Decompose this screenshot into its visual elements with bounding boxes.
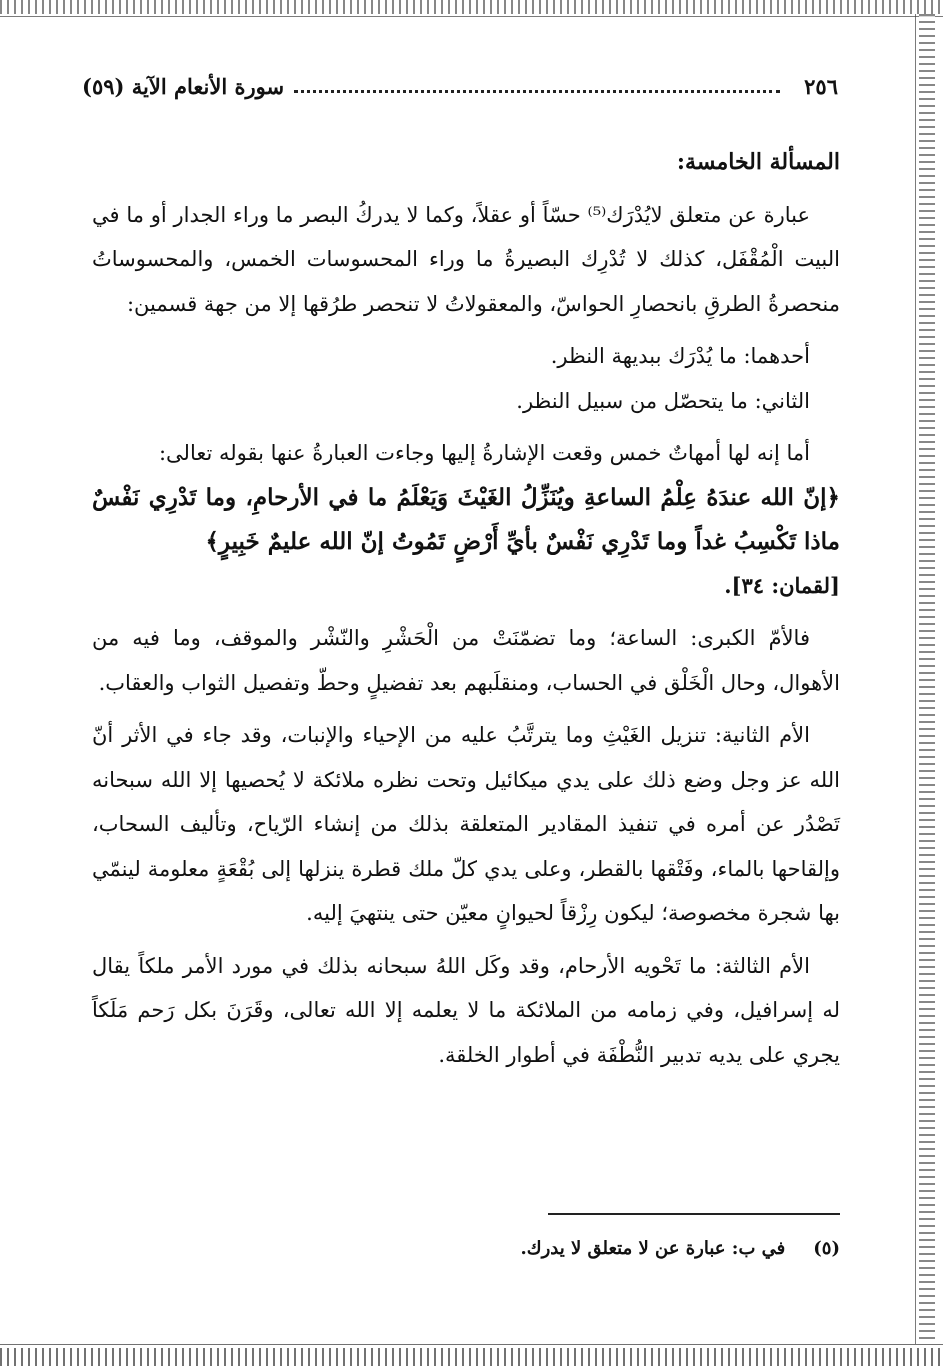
- footnote-text: في ب: عبارة عن لا متعلق لا يدرك.: [520, 1238, 786, 1259]
- paragraph-five-mothers: أما إنه لها أمهاتٌ خمس وقعت الإشارةُ إليها وجاءت العبارةُ عنها بقوله تعالى:: [158, 441, 810, 465]
- page-border-bottom: [0, 1348, 943, 1366]
- paragraph-second-kind: الثاني: ما يتحصّل من سبيل النظر.: [516, 388, 810, 413]
- footnote-separator: [548, 1213, 840, 1215]
- paragraph-first-mother: فالأمّ الكبرى: الساعة؛ وما تضمّنَتْ من الْحَشْرِ والنّشْر والموقف، وما فيه من الأهوال، وحال الْخَلْق في الحساب، ومنقلَبهم بعد تفضيلٍ وحطّ وتفصيل الثواب والعقاب.: [92, 626, 840, 695]
- quran-reference: [لقمان: ٣٤].: [724, 572, 840, 598]
- paragraph-second-mother: الأم الثانية: تنزيل الغَيْثِ وما يترتَّبُ عليه من الإحياء والإنبات، وقد جاء في الأثر أنّ الله عز وجل وضع ذلك على يدي ميكائيل وتحت نظره ملائكة لا يُحصيها إلا الله سبحانه تَصْدُر عن أمره في تنفيذ المقادير المتعلقة بذلك من إنشاء الرّياح، وتأليف السحاب، وإلقاحها بالماء، وفَتْقها بالقطر، وعلى يدي كلّ ملك قطرة ينزلها إلى بُقْعَةٍ معلومة لينمّي بها شجرة مخصوصة؛ ليكون رِزْقاً لحيوانٍ معيّن حتى ينتهيَ إليه.: [92, 723, 840, 925]
- paragraph-third-mother: الأم الثالثة: ما تَحْويه الأرحام، وقد وكَل اللهُ سبحانه بذلك في مورد الأمر ملكاً يقال له إسرافيل، وفي زمامه من الملائكة ما لا يعلمه إلا الله تعالى، وقَرَنَ بكل رَحم مَلَكاً يجري على يديه تدبير النُّطْفَة في أطوار الخلقة.: [92, 953, 840, 1067]
- paragraph-first-kind: أحدهما: ما يُدْرَك ببديهة النظر.: [550, 344, 810, 368]
- page-border-top: [0, 0, 943, 14]
- paragraph-intro: عبارة عن متعلق لايُدْرَك⁽⁵⁾ حسّاً أو عقلاً، وكما لا يدركُ البصر ما وراء الجدار أو ما في البيت الْمُقْفَل، كذلك لا تُدْرِك البصيرةُ ما وراء المحسوسات الخمس، والمحسوساتُ منحصرةُ الطرقِ بانحصارِ الحواسّ، والمعقولاتُ لا تنحصر طرُقها إلا من جهة قسمين:: [92, 202, 840, 316]
- page-number: ٢٥٦: [804, 73, 838, 99]
- running-title: سورة الأنعام الآية (٥٩): [82, 73, 285, 99]
- footnote: [300, 1238, 840, 1259]
- quran-verse: ﴿إنّ الله عندَهُ عِلْمُ الساعةِ ويُنَزِّلُ الغَيْثَ وَيَعْلَمُ ما في الأرحامِ، وما تَدْرِي نَفْسٌ ماذا تَكْسِبُ غداً وما تَدْرِي نَفْسٌ بأيِّ أَرْضٍ تَمُوتُ إنّ الله عليمٌ خَبِيرٍ﴾: [92, 483, 840, 555]
- page-body: [92, 140, 840, 1077]
- header-leader-dots: [294, 90, 780, 93]
- page-border-right: [919, 14, 935, 1344]
- running-header: [82, 68, 838, 104]
- footnote-marker: (٥): [813, 1238, 840, 1259]
- section-title: المسألة الخامسة:: [676, 149, 840, 175]
